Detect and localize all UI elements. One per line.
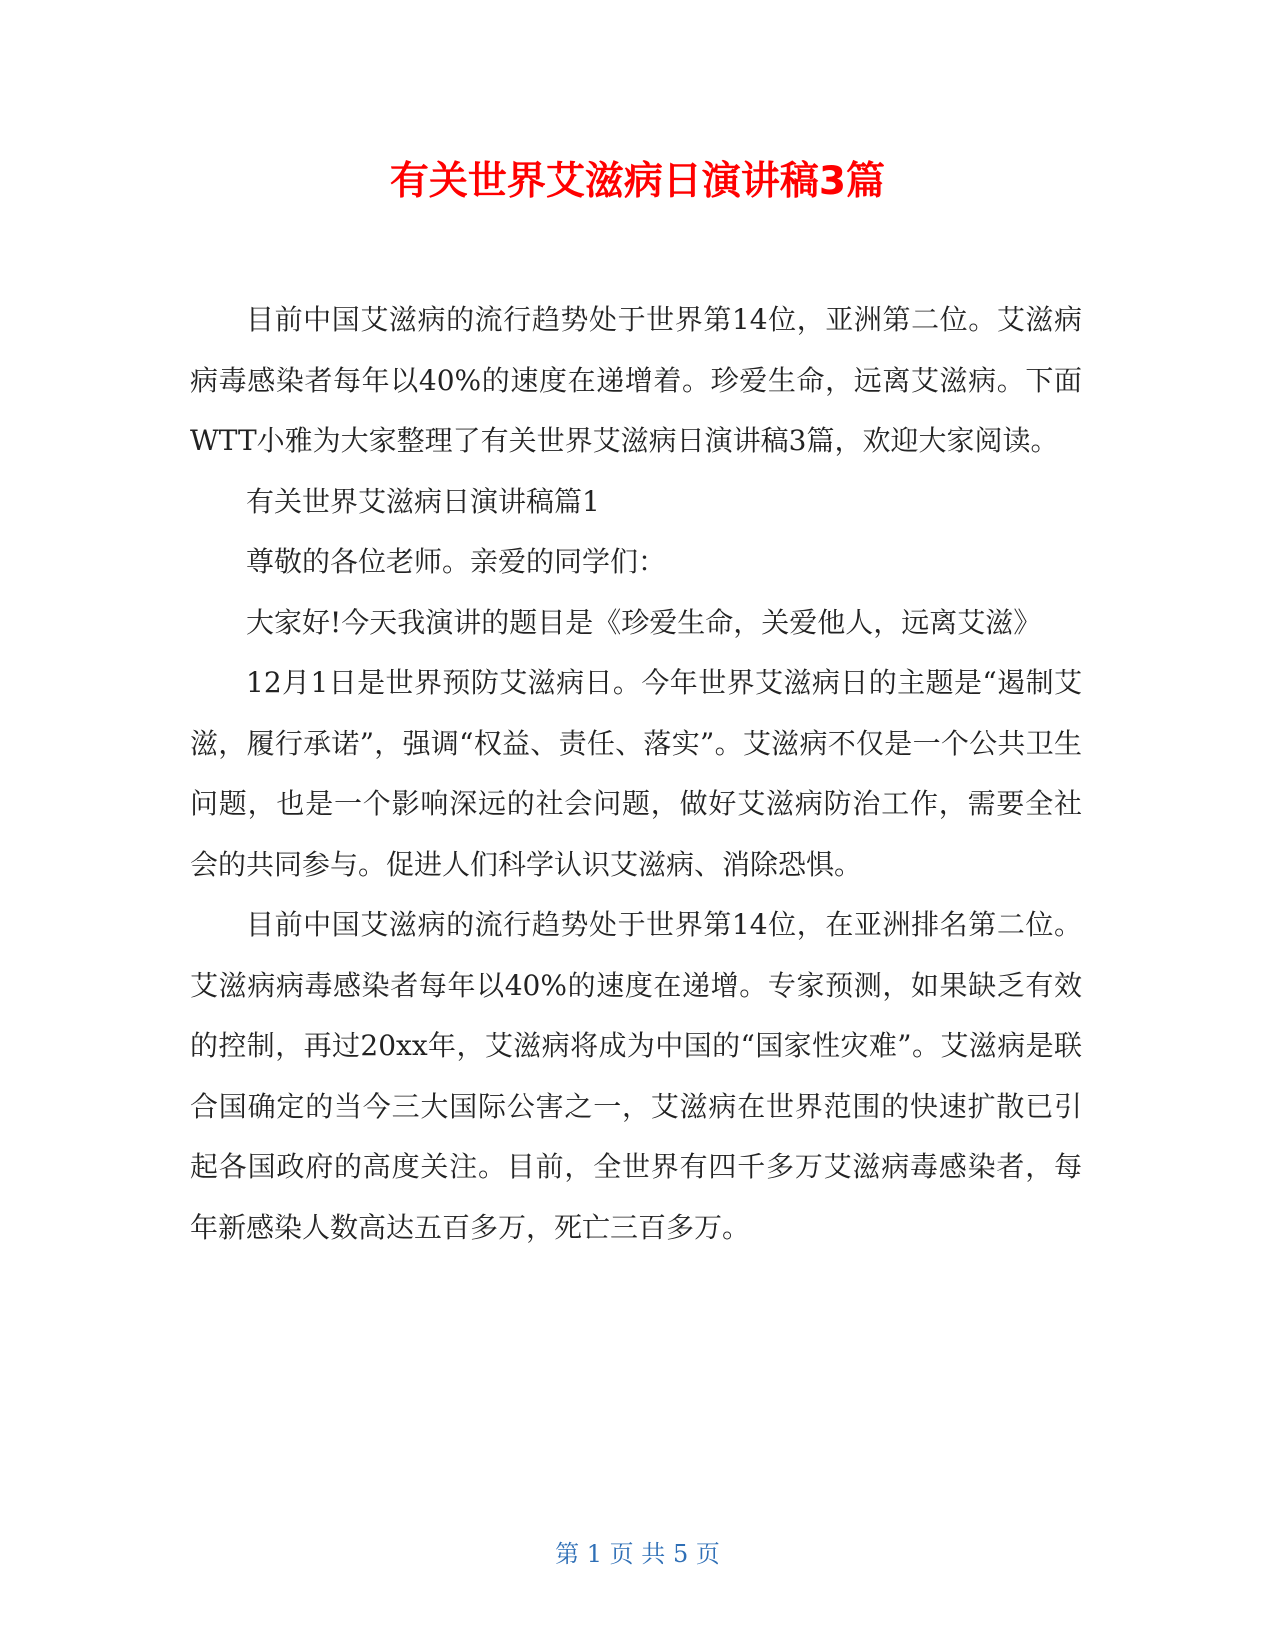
greeting-paragraph: 大家好!今天我演讲的题目是《珍爱生命，关爱他人，远离艾滋》 xyxy=(246,605,1042,639)
section-heading: 有关世界艾滋病日演讲稿篇1 xyxy=(246,484,600,518)
intro-paragraph: 目前中国艾滋病的流行趋势处于世界第14位，亚洲第二位。艾滋病病毒感染者每年以40%的速度在递增着。珍爱生命，远离艾滋病。下面WTT小雅为大家整理了有关世界艾滋病日演讲稿3篇，欢迎大家阅读。 xyxy=(190,303,1082,457)
statistics-paragraph: 目前中国艾滋病的流行趋势处于世界第14位，在亚洲排名第二位。艾滋病病毒感染者每年以40%的速度在递增。专家预测，如果缺乏有效的控制，再过20xx年，艾滋病将成为中国的“国家性灾难”。艾滋病是联合国确定的当今三大国际公害之一，艾滋病在世界范围的快速扩散已引起各国政府的高度关注。目前，全世界有四千多万艾滋病毒感染者，每年新感染人数高达五百多万，死亡三百多万。 xyxy=(190,908,1082,1244)
salutation-paragraph: 尊敬的各位老师。亲爱的同学们： xyxy=(246,545,667,578)
world-aids-day-paragraph: 12月1日是世界预防艾滋病日。今年世界艾滋病日的主题是“遏制艾滋，履行承诺”，强调“权益、责任、落实”。艾滋病不仅是一个公共卫生问题，也是一个影响深远的社会问题，做好艾滋病防治工作，需要全社会的共同参与。促进人们科学认识艾滋病、消除恐惧。 xyxy=(190,666,1082,881)
document-body xyxy=(190,290,1082,1258)
document-title: 有关世界艾滋病日演讲稿3篇 xyxy=(389,159,886,204)
page-number-footer: 第 1 页 共 5 页 xyxy=(555,1540,720,1568)
